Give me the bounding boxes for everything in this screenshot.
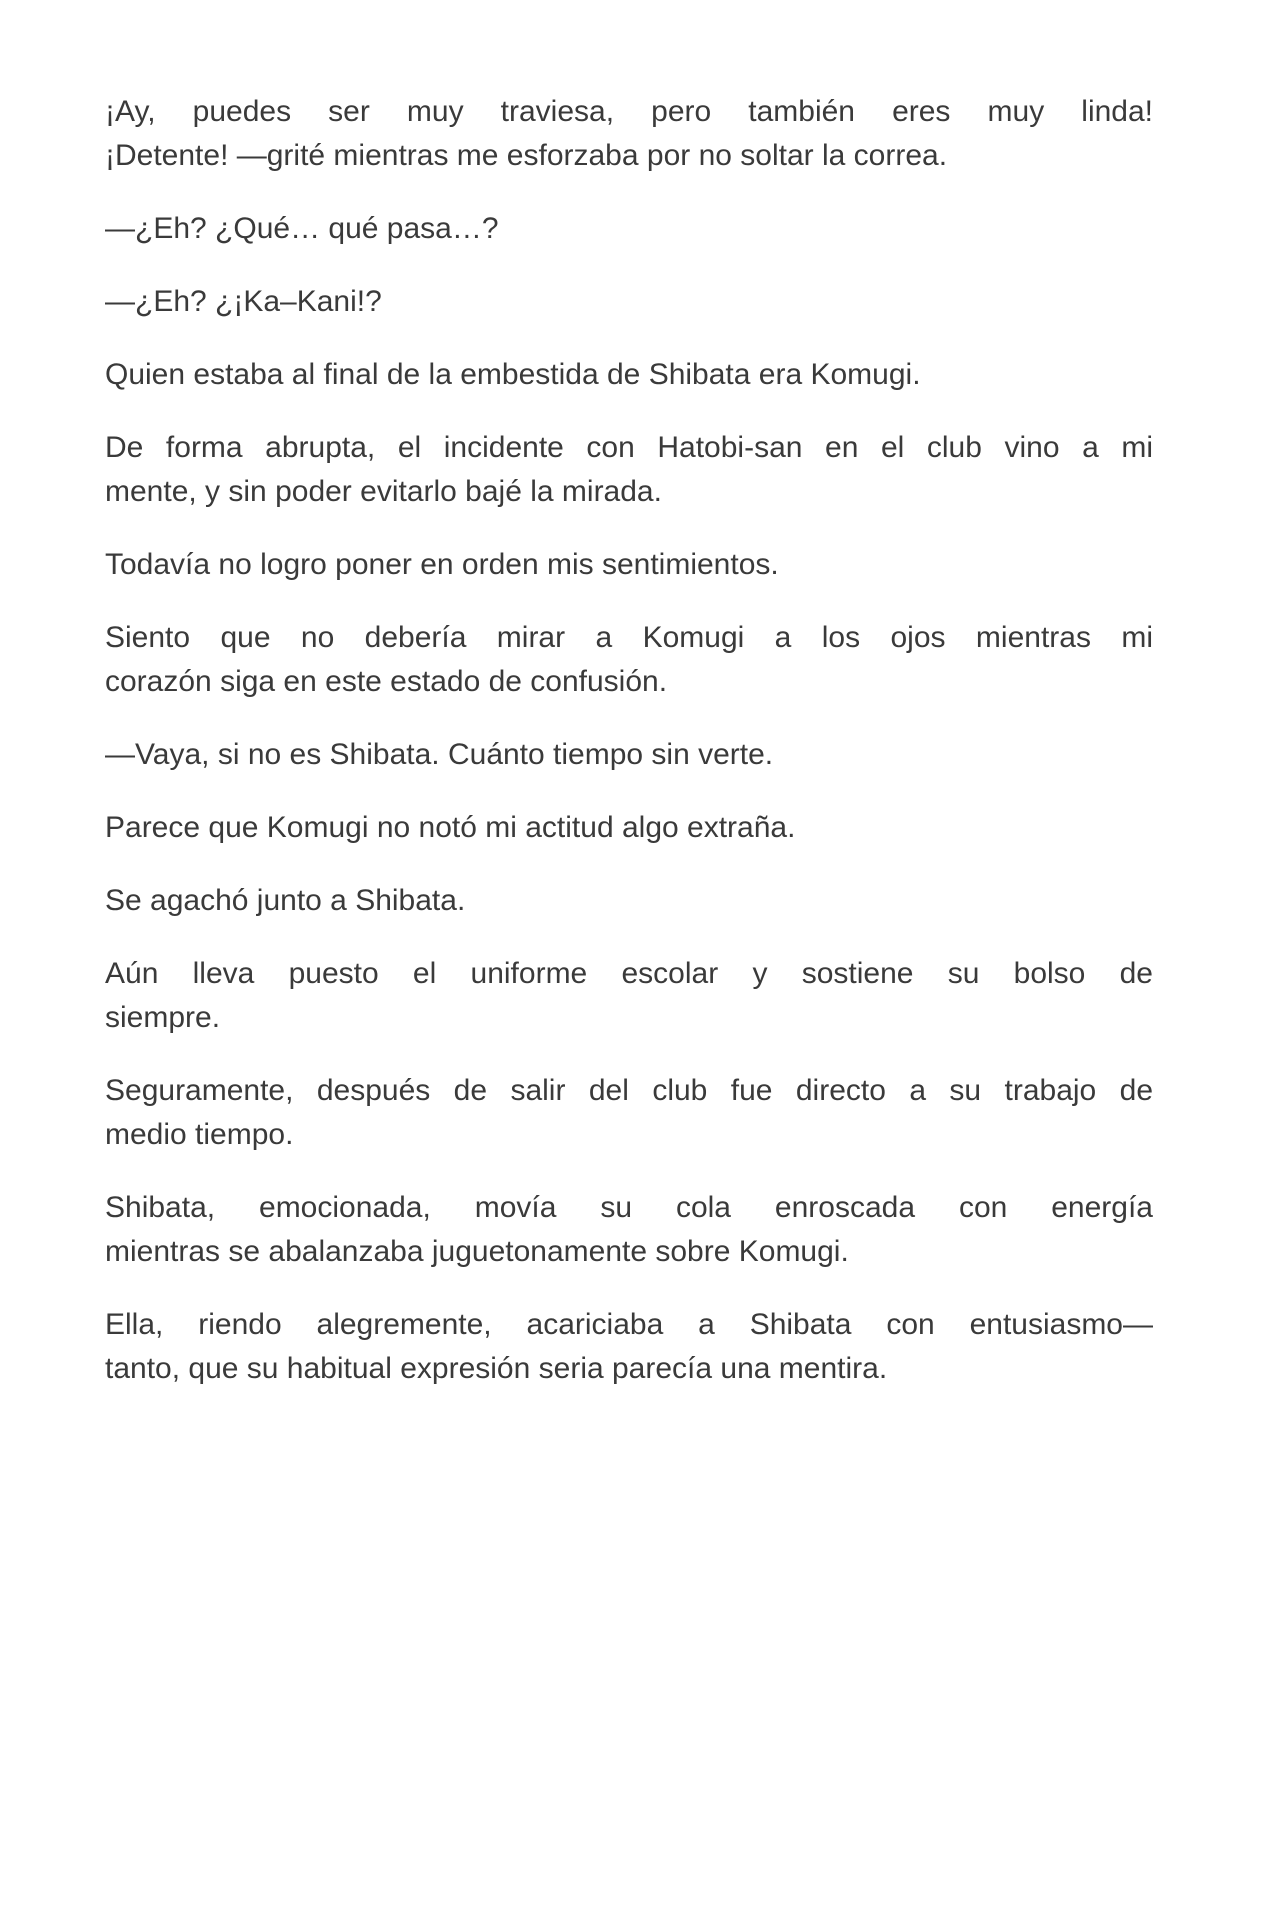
- text-column: [105, 90, 1153, 1391]
- text-line: siempre.: [105, 1001, 221, 1034]
- text-line: Shibata, emocionada, movía su cola enroscada con energía: [105, 1191, 1153, 1224]
- text-line: Aún lleva puesto el uniforme escolar y sostiene su bolso de: [105, 957, 1153, 990]
- paragraph: [105, 426, 1153, 514]
- text-line: —Vaya, si no es Shibata. Cuánto tiempo sin verte.: [105, 738, 774, 771]
- paragraph: [105, 952, 1153, 1040]
- paragraph: [105, 280, 1153, 324]
- text-line: De forma abrupta, el incidente con Hatobi-san en el club vino a mi: [105, 431, 1153, 464]
- text-line: Siento que no debería mirar a Komugi a los ojos mientras mi: [105, 621, 1153, 654]
- text-line: —¿Eh? ¿Qué… qué pasa…?: [105, 212, 499, 245]
- paragraph: [105, 616, 1153, 704]
- paragraph: [105, 733, 1153, 777]
- text-line: Se agachó junto a Shibata.: [105, 884, 466, 917]
- text-line: mientras se abalanzaba juguetonamente sobre Komugi.: [105, 1235, 849, 1268]
- text-line: —¿Eh? ¿¡Ka–Kani!?: [105, 285, 382, 318]
- paragraph: [105, 1303, 1153, 1391]
- paragraph: [105, 1186, 1153, 1274]
- paragraph: [105, 90, 1153, 178]
- text-line: Ella, riendo alegremente, acariciaba a Shibata con entusiasmo—: [105, 1308, 1153, 1341]
- paragraph: [105, 1069, 1153, 1157]
- text-line: ¡Detente! —grité mientras me esforzaba por no soltar la correa.: [105, 139, 948, 172]
- paragraph: [105, 806, 1153, 850]
- text-line: medio tiempo.: [105, 1118, 294, 1151]
- text-line: ¡Ay, puedes ser muy traviesa, pero también eres muy linda!: [105, 95, 1153, 128]
- text-line: Todavía no logro poner en orden mis sentimientos.: [105, 548, 779, 581]
- text-line: Quien estaba al final de la embestida de Shibata era Komugi.: [105, 358, 921, 391]
- paragraph: [105, 543, 1153, 587]
- text-line: Seguramente, después de salir del club fue directo a su trabajo de: [105, 1074, 1153, 1107]
- paragraph: [105, 207, 1153, 251]
- text-line: Parece que Komugi no notó mi actitud algo extraña.: [105, 811, 796, 844]
- text-line: corazón siga en este estado de confusión.: [105, 665, 668, 698]
- paragraph: [105, 879, 1153, 923]
- text-line: mente, y sin poder evitarlo bajé la mirada.: [105, 475, 662, 508]
- paragraph: [105, 353, 1153, 397]
- text-line: tanto, que su habitual expresión seria parecía una mentira.: [105, 1352, 888, 1385]
